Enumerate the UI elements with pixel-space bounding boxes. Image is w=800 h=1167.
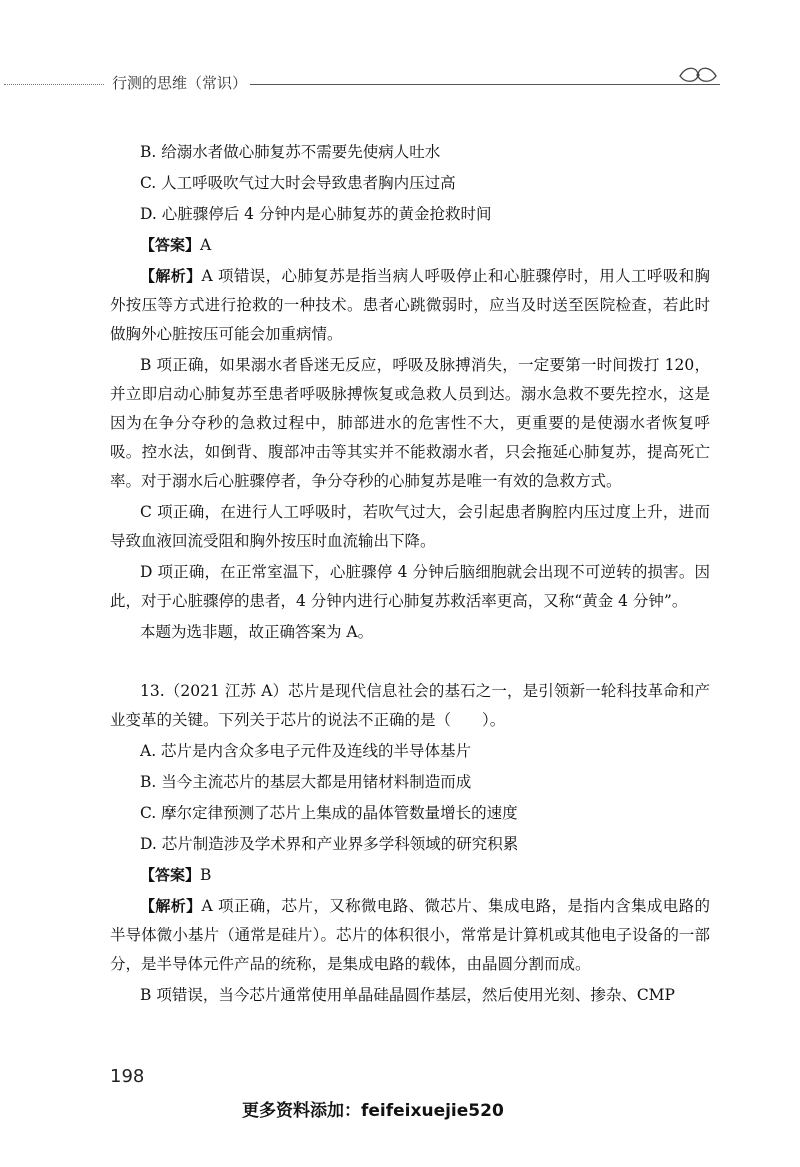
- header-rule: [250, 84, 720, 85]
- page-number: 198: [110, 1066, 145, 1087]
- q13-option-a: A. 芯片是内含众多电子元件及连线的半导体基片: [140, 742, 472, 760]
- q12-conclusion: 本题为选非题，故正确答案为 A。: [140, 623, 374, 641]
- q12-answer: [110, 231, 710, 260]
- q13-stem: 13.（2021 江苏 A）芯片是现代信息社会的基石之一，是引领新一轮科技革命和产业变革的关键。下列关于芯片的说法不正确的是（ ）。: [110, 682, 710, 729]
- running-header: [0, 62, 800, 96]
- q12-answer-value: A: [200, 236, 212, 254]
- q13-option-b: B. 当今主流芯片的基层大都是用锗材料制造而成: [140, 773, 472, 791]
- q13-analysis-a-text: A 项正确，芯片，又称微电路、微芯片、集成电路，是指内含集成电路的半导体微小基片（通常是硅片）。芯片的体积很小，常常是计算机或其他电子设备的一部分，是半导体元件产品的统称，是集成电路的载体，由晶圆分割而成。: [110, 897, 710, 973]
- q12-option-c: C. 人工呼吸吹气过大时会导致患者胸内压过高: [140, 174, 456, 192]
- page-body: [110, 138, 710, 1012]
- header-ornament-icon: [676, 62, 722, 88]
- q13-analysis-label: 【解析】: [140, 897, 202, 915]
- q12-analysis-b: B 项正确，如果溺水者昏迷无反应，呼吸及脉搏消失，一定要第一时间拨打 120，并立即启动心肺复苏至患者呼吸脉搏恢复或急救人员到达。溺水急救不要先控水，这是因为在争分夺秒的急救过程中，肺部进水的危害性不大，更重要的是使溺水者恢复呼吸。控水法，如倒背、腹部冲击等其实并不能救溺水者，只会拖延心肺复苏，提高死亡率。对于溺水后心脏骤停者，争分夺秒的心肺复苏是唯一有效的急救方式。: [110, 356, 710, 490]
- q12-option-d: D. 心脏骤停后 4 分钟内是心肺复苏的黄金抢救时间: [140, 205, 492, 223]
- q12-analysis-c: C 项正确，在进行人工呼吸时，若吹气过大，会引起患者胸腔内压过度上升，进而导致血液回流受阻和胸外按压时血流输出下降。: [110, 503, 710, 550]
- q12-option-b: B. 给溺水者做心肺复苏不需要先使病人吐水: [140, 143, 441, 161]
- q12-analysis-a-text: A 项错误，心肺复苏是指当病人呼吸停止和心脏骤停时，用人工呼吸和胸外按压等方式进行抢救的一种技术。患者心跳微弱时，应当及时送至医院检查，若此时做胸外心脏按压可能会加重病情。: [110, 267, 710, 343]
- header-title: 行测的思维（常识）: [112, 74, 248, 92]
- q12-analysis-d: D 项正确，在正常室温下，心脏骤停 4 分钟后脑细胞就会出现不可逆转的损害。因此，对于心脏骤停的患者，4 分钟内进行心肺复苏救活率更高，又称“黄金 4 分钟”。: [110, 563, 710, 610]
- footer-note: 更多资料添加：feifeixuejie520: [242, 1101, 504, 1121]
- q13-option-d: D. 芯片制造涉及学术界和产业界多学科领域的研究积累: [140, 835, 519, 853]
- header-dotted-line: [4, 84, 104, 85]
- q13-option-c: C. 摩尔定律预测了芯片上集成的晶体管数量增长的速度: [140, 804, 518, 822]
- q12-analysis-label: 【解析】: [140, 267, 202, 285]
- question-gap: [110, 649, 710, 677]
- q13-answer: [110, 861, 710, 890]
- q13-analysis-a: [110, 892, 710, 979]
- q13-analysis-b: B 项错误，当今芯片通常使用单晶硅晶圆作基层，然后使用光刻、掺杂、CMP: [140, 986, 675, 1004]
- q12-analysis-a: [110, 262, 710, 349]
- q13-answer-label: 【答案】: [140, 866, 201, 884]
- q12-answer-label: 【答案】: [140, 236, 201, 254]
- q13-answer-value: B: [200, 866, 212, 884]
